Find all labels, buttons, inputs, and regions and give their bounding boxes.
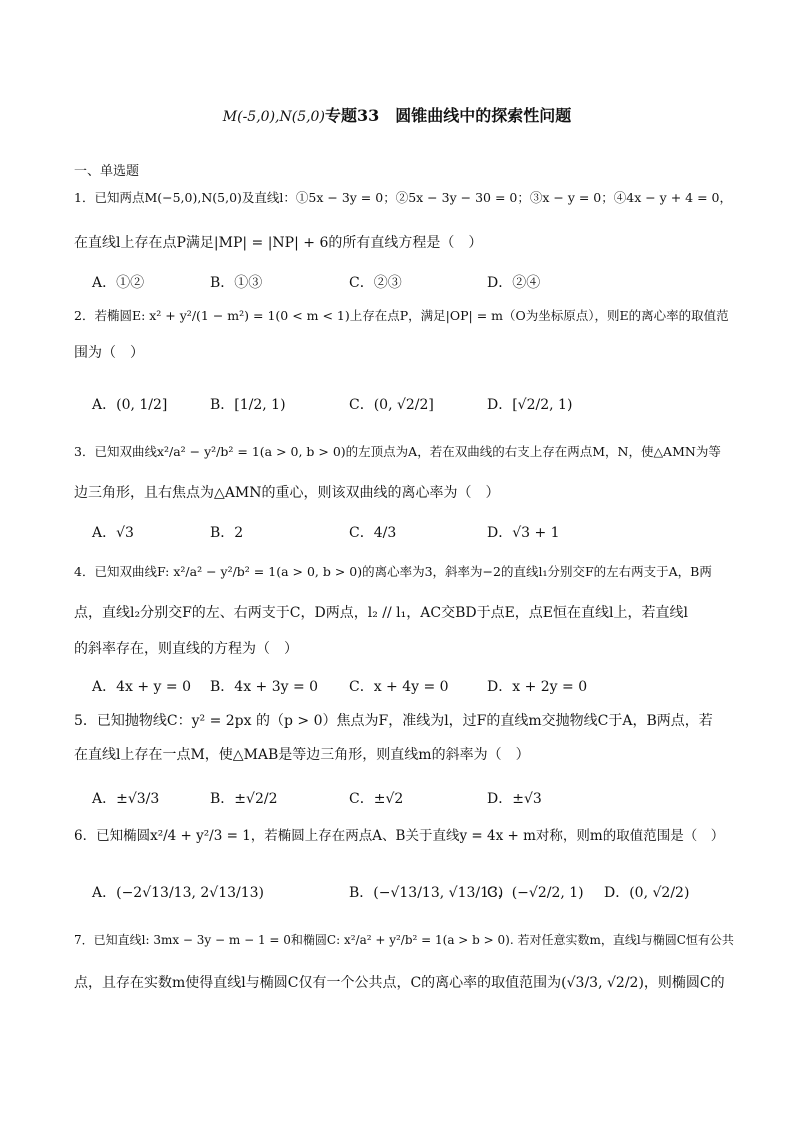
question-4-option-d: D．x + 2y = 0 bbox=[487, 679, 588, 695]
question-4-line-2: 点，直线l₂分别交F的左、右两支于C，D两点，l₂ // l₁，AC交BD于点E，点E恒在直线l上，若直线l bbox=[74, 605, 688, 621]
question-2-option-b: B．[1/2, 1) bbox=[210, 397, 286, 413]
question-3-option-a: A．√3 bbox=[92, 525, 134, 541]
question-4-line-1: 4．已知双曲线F: x²/a² − y²/b² = 1(a > 0, b > 0)的离心率为3，斜率为−2的直线l₁分别交F的左右两支于A，B两 bbox=[74, 564, 712, 579]
question-2-line-2: 围为（ ） bbox=[74, 345, 144, 361]
question-5-line-1: 5．已知抛物线C：y² = 2px 的（p > 0）焦点为F，准线为l，过F的直线m交抛物线C于A，B两点，若 bbox=[74, 713, 713, 729]
question-1-option-d: D．②④ bbox=[487, 275, 541, 291]
question-1-option-c: C．②③ bbox=[349, 275, 402, 291]
question-7-line-2: 点，且存在实数m使得直线l与椭圆C仅有一个公共点，C的离心率的取值范围为(√3/3, √2/2)，则椭圆C的 bbox=[74, 975, 725, 991]
question-3-option-c: C．4/3 bbox=[349, 525, 397, 541]
question-2-option-a: A．(0, 1/2] bbox=[92, 397, 168, 413]
question-7-line-1: 7．已知直线l: 3mx − 3y − m − 1 = 0和椭圆C: x²/a² + y²/b² = 1(a > b > 0). 若对任意实数m，直线l与椭圆C恒有公共 bbox=[74, 933, 734, 947]
question-5-option-d: D．±√3 bbox=[487, 791, 542, 807]
question-5-line-2: 在直线l上存在一点M，使△MAB是等边三角形，则直线m的斜率为（ ） bbox=[74, 747, 530, 763]
question-1-line-2: 在直线l上存在点P满足|MP| = |NP| + 6的所有直线方程是（ ） bbox=[74, 235, 483, 251]
question-6-line-1: 6．已知椭圆x²/4 + y²/3 = 1，若椭圆上存在两点A、B关于直线y = 4x + m对称，则m的取值范围是（ ） bbox=[74, 828, 725, 844]
section-heading: 一、单选题 bbox=[74, 164, 140, 179]
question-4-option-c: C．x + 4y = 0 bbox=[349, 679, 449, 695]
question-6-option-b: B．(−√13/13, √13/13) bbox=[349, 885, 504, 901]
question-2-option-c: C．(0, √2/2] bbox=[349, 397, 434, 413]
question-4-option-a: A．4x + y = 0 bbox=[92, 679, 191, 695]
question-3-option-b: B．2 bbox=[210, 525, 244, 541]
question-3-line-1: 3．已知双曲线x²/a² − y²/b² = 1(a > 0, b > 0)的左顶点为A，若在双曲线的右支上存在两点M，N，使△AMN为等 bbox=[74, 444, 721, 459]
question-6-option-c: C．(−√2/2, 1) bbox=[487, 885, 584, 901]
question-4-option-b: B．4x + 3y = 0 bbox=[210, 679, 319, 695]
question-1-line-1: 1．已知两点M(−5,0),N(5,0)及直线l：①5x − 3y = 0；②5x − 3y − 30 = 0；③x − y = 0；④4x − y + 4 = 0， bbox=[74, 190, 732, 205]
title-math: M(-5,0),N(5,0) bbox=[222, 109, 325, 125]
question-1-option-a: A．①② bbox=[92, 275, 145, 291]
question-5-option-b: B．±√2/2 bbox=[210, 791, 278, 807]
title-text: 专题33 圆锥曲线中的探索性问题 bbox=[324, 106, 572, 125]
question-6-option-d: D．(0, √2/2) bbox=[604, 885, 690, 901]
question-3-option-d: D．√3 + 1 bbox=[487, 525, 560, 541]
question-6-option-a: A．(−2√13/13, 2√13/13) bbox=[92, 885, 265, 901]
page-title bbox=[0, 103, 794, 126]
question-2-line-1: 2．若椭圆E: x² + y²/(1 − m²) = 1(0 < m < 1)上存在点P，满足|OP| = m（O为坐标原点），则E的离心率的取值范 bbox=[74, 308, 729, 323]
question-4-line-3: 的斜率存在，则直线的方程为（ ） bbox=[74, 641, 298, 657]
question-5-option-a: A．±√3/3 bbox=[92, 791, 160, 807]
question-2-option-d: D．[√2/2, 1) bbox=[487, 397, 573, 413]
question-5-option-c: C．±√2 bbox=[349, 791, 404, 807]
question-3-line-2: 边三角形，且右焦点为△AMN的重心，则该双曲线的离心率为（ ） bbox=[74, 485, 500, 501]
question-1-option-b: B．①③ bbox=[210, 275, 263, 291]
